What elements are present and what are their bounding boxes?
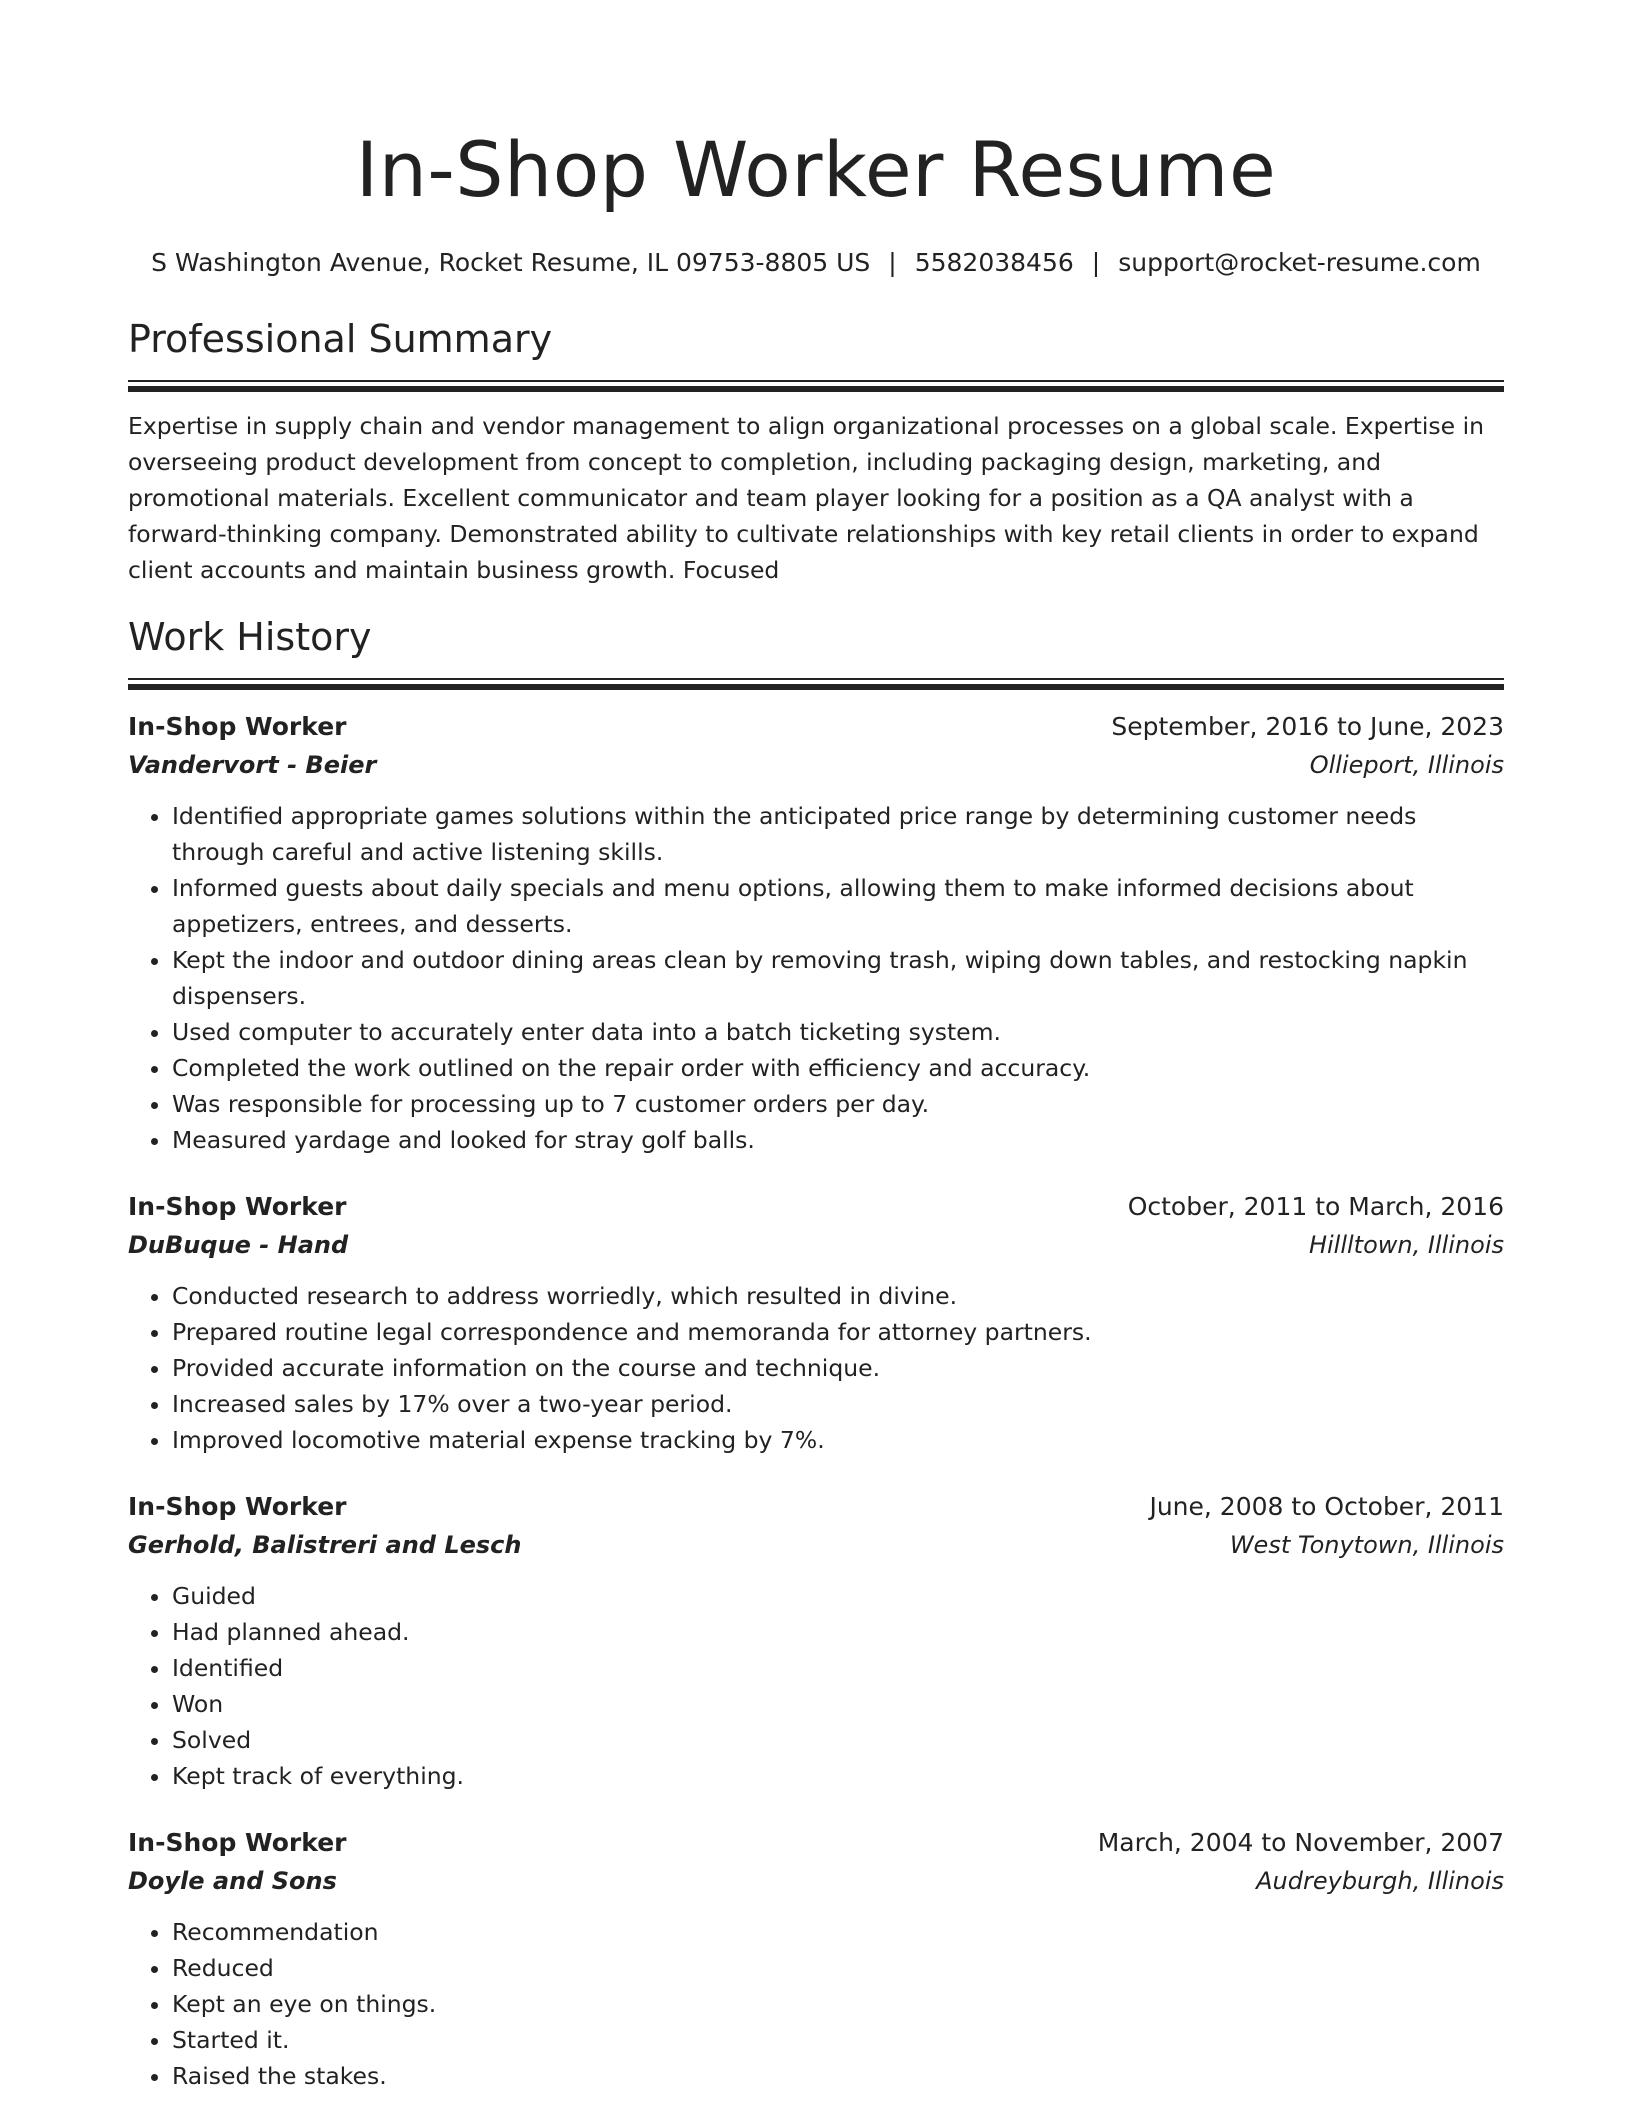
job-bullet: • Provided accurate information on the course and technique. <box>172 1350 1504 1386</box>
job-company: Vandervort - Beier <box>128 751 377 779</box>
job-company: Gerhold, Balistreri and Lesch <box>128 1531 522 1559</box>
job-dates: March, 2004 to November, 2007 <box>1097 1828 1504 1857</box>
job-entry <box>128 708 1504 1158</box>
contact-phone: 5582038456 <box>914 248 1074 277</box>
job-bullet: • Solved <box>172 1722 1504 1758</box>
job-entry <box>128 1488 1504 1794</box>
contact-address: S Washington Avenue, Rocket Resume, IL 09753-8805 US <box>151 248 871 277</box>
job-location: Hillltown, Illinois <box>1308 1231 1504 1259</box>
section-divider <box>128 678 1504 690</box>
contact-line <box>128 246 1504 280</box>
job-bullet: • Kept track of everything. <box>172 1758 1504 1794</box>
job-bullet-list <box>128 1578 1504 1794</box>
section-heading-summary: Professional Summary <box>128 317 553 361</box>
job-dates: June, 2008 to October, 2011 <box>1149 1492 1504 1521</box>
job-entry <box>128 1188 1504 1458</box>
job-bullet: • Guided <box>172 1578 1504 1614</box>
job-company: DuBuque - Hand <box>128 1231 349 1259</box>
resume-page <box>128 0 1504 2094</box>
section-divider <box>128 380 1504 392</box>
job-dates: October, 2011 to March, 2016 <box>1127 1192 1504 1221</box>
section-heading-work-history: Work History <box>128 615 372 659</box>
job-bullet: • Was responsible for processing up to 7 customer orders per day. <box>172 1086 1504 1122</box>
job-bullet: • Kept the indoor and outdoor dining areas clean by removing trash, wiping down tables, and restocking napkin dispensers. <box>172 942 1504 1014</box>
job-bullet: • Reduced <box>172 1950 1504 1986</box>
job-bullet: • Increased sales by 17% over a two-year period. <box>172 1386 1504 1422</box>
job-title: In-Shop Worker <box>128 1492 347 1521</box>
job-bullet: • Used computer to accurately enter data into a batch ticketing system. <box>172 1014 1504 1050</box>
job-company: Doyle and Sons <box>128 1867 337 1895</box>
job-bullet: • Conducted research to address worriedly, which resulted in divine. <box>172 1278 1504 1314</box>
job-title: In-Shop Worker <box>128 1192 347 1221</box>
job-bullet-list <box>128 1278 1504 1458</box>
job-bullet: • Identified <box>172 1650 1504 1686</box>
job-bullet: • Kept an eye on things. <box>172 1986 1504 2022</box>
job-bullet: • Improved locomotive material expense tracking by 7%. <box>172 1422 1504 1458</box>
job-bullet-list <box>128 1914 1504 2094</box>
job-entry <box>128 1824 1504 2094</box>
resume-title: In-Shop Worker Resume <box>355 125 1277 214</box>
job-bullet: • Raised the stakes. <box>172 2058 1504 2094</box>
job-location: Ollieport, Illinois <box>1309 751 1504 779</box>
job-location: West Tonytown, Illinois <box>1229 1531 1504 1559</box>
professional-summary-section <box>128 314 1504 588</box>
job-bullet: • Started it. <box>172 2022 1504 2058</box>
job-title: In-Shop Worker <box>128 712 347 741</box>
contact-separator: | <box>1091 248 1101 277</box>
job-dates: September, 2016 to June, 2023 <box>1111 712 1504 741</box>
job-bullet: • Prepared routine legal correspondence and memoranda for attorney partners. <box>172 1314 1504 1350</box>
job-bullet: • Measured yardage and looked for stray golf balls. <box>172 1122 1504 1158</box>
contact-separator: | <box>888 248 897 277</box>
job-bullet: • Had planned ahead. <box>172 1614 1504 1650</box>
job-bullet: • Informed guests about daily specials and menu options, allowing them to make informed decisions about appetizers, entrees, and desserts. <box>172 870 1504 942</box>
work-history-section <box>128 612 1504 2094</box>
job-bullet: • Recommendation <box>172 1914 1504 1950</box>
job-bullet-list <box>128 798 1504 1158</box>
job-bullet: • Identified appropriate games solutions within the anticipated price range by determining customer needs through careful and active listening skills. <box>172 798 1504 870</box>
job-location: Audreyburgh, Illinois <box>1256 1867 1504 1895</box>
job-bullet: • Completed the work outlined on the repair order with efficiency and accuracy. <box>172 1050 1504 1086</box>
contact-email: support@rocket-resume.com <box>1118 248 1481 277</box>
job-title: In-Shop Worker <box>128 1828 347 1857</box>
summary-paragraph: Expertise in supply chain and vendor management to align organizational processes on a global scale. Expertise in overseeing product development from concept to completion, including packaging design, marketing, and promotional materials. Excellent communicator and team player looking for a position as a QA analyst with a forward-thinking company. Demonstrated ability to cultivate relationships with key retail clients in order to expand client accounts and maintain business growth. Focused <box>128 412 1485 584</box>
job-bullet: • Won <box>172 1686 1504 1722</box>
